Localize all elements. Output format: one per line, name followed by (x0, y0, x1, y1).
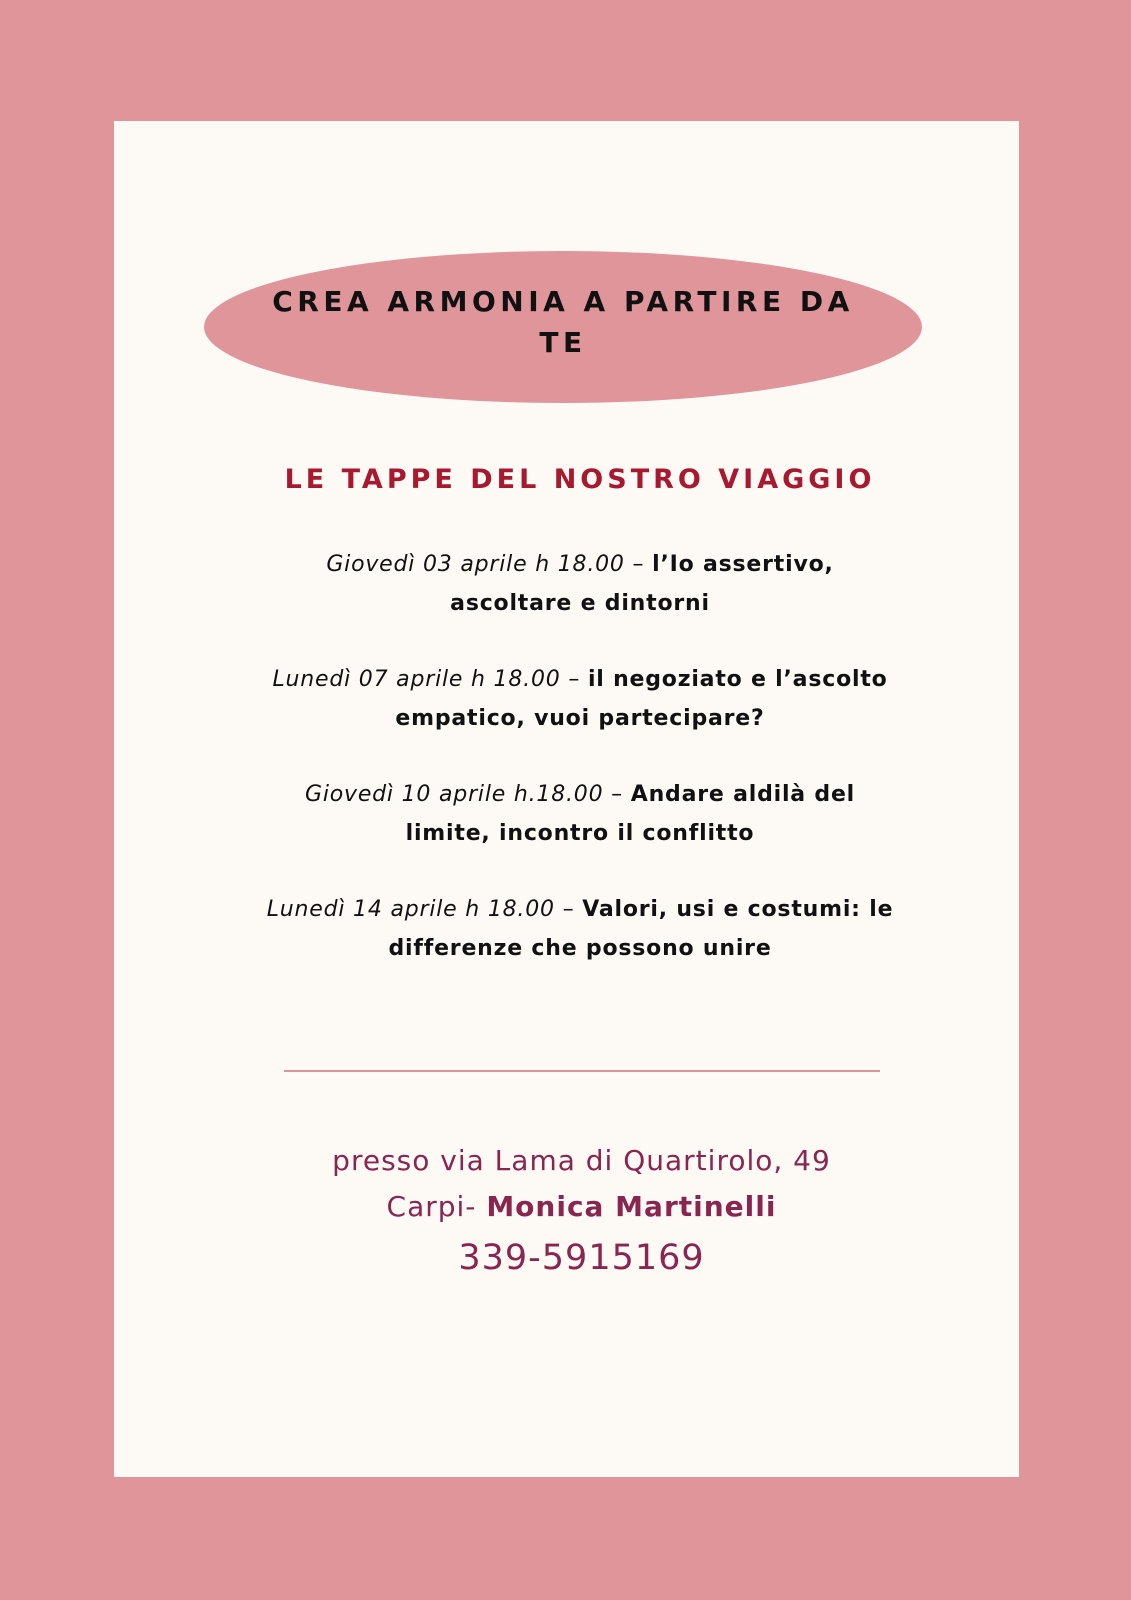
session-item (264, 660, 896, 738)
contact-city: Carpi- (386, 1190, 487, 1223)
session-date: Lunedì 14 aprile h 18.00 (266, 897, 555, 922)
session-item (264, 545, 896, 623)
session-topic: il negoziato e l’ascolto empatico, vuoi partecipare? (395, 667, 888, 731)
session-separator: – (560, 667, 588, 692)
subtitle: LE TAPPE DEL NOSTRO VIAGGIO (284, 464, 876, 495)
session-list (264, 545, 896, 1005)
session-topic: l’Io assertivo, ascoltare e dintorni (450, 552, 834, 616)
session-item (264, 775, 896, 853)
divider-line (284, 1070, 880, 1072)
contact-phone: 339-5915169 (458, 1238, 705, 1278)
session-separator: – (611, 782, 631, 807)
contact-name: Monica Martinelli (486, 1190, 777, 1223)
contact-address: presso via Lama di Quartirolo, 49 (332, 1144, 831, 1177)
session-separator: – (624, 552, 653, 577)
session-item (264, 890, 896, 968)
contact-city-line (214, 1184, 949, 1230)
contact-block (214, 1138, 949, 1286)
session-date: Lunedì 07 aprile h 18.00 (272, 667, 561, 692)
session-topic: Valori, usi e costumi: le differenze che possono unire (388, 897, 894, 961)
session-separator: – (554, 897, 583, 922)
headline: CREA ARMONIA A PARTIRE DA TE (272, 285, 854, 359)
session-topic: Andare aldilà del limite, incontro il conflitto (405, 782, 856, 846)
session-date: Giovedì 10 aprile h.18.00 (304, 782, 612, 807)
flyer-card (114, 121, 1019, 1477)
session-date: Giovedì 03 aprile h 18.00 (326, 552, 625, 577)
